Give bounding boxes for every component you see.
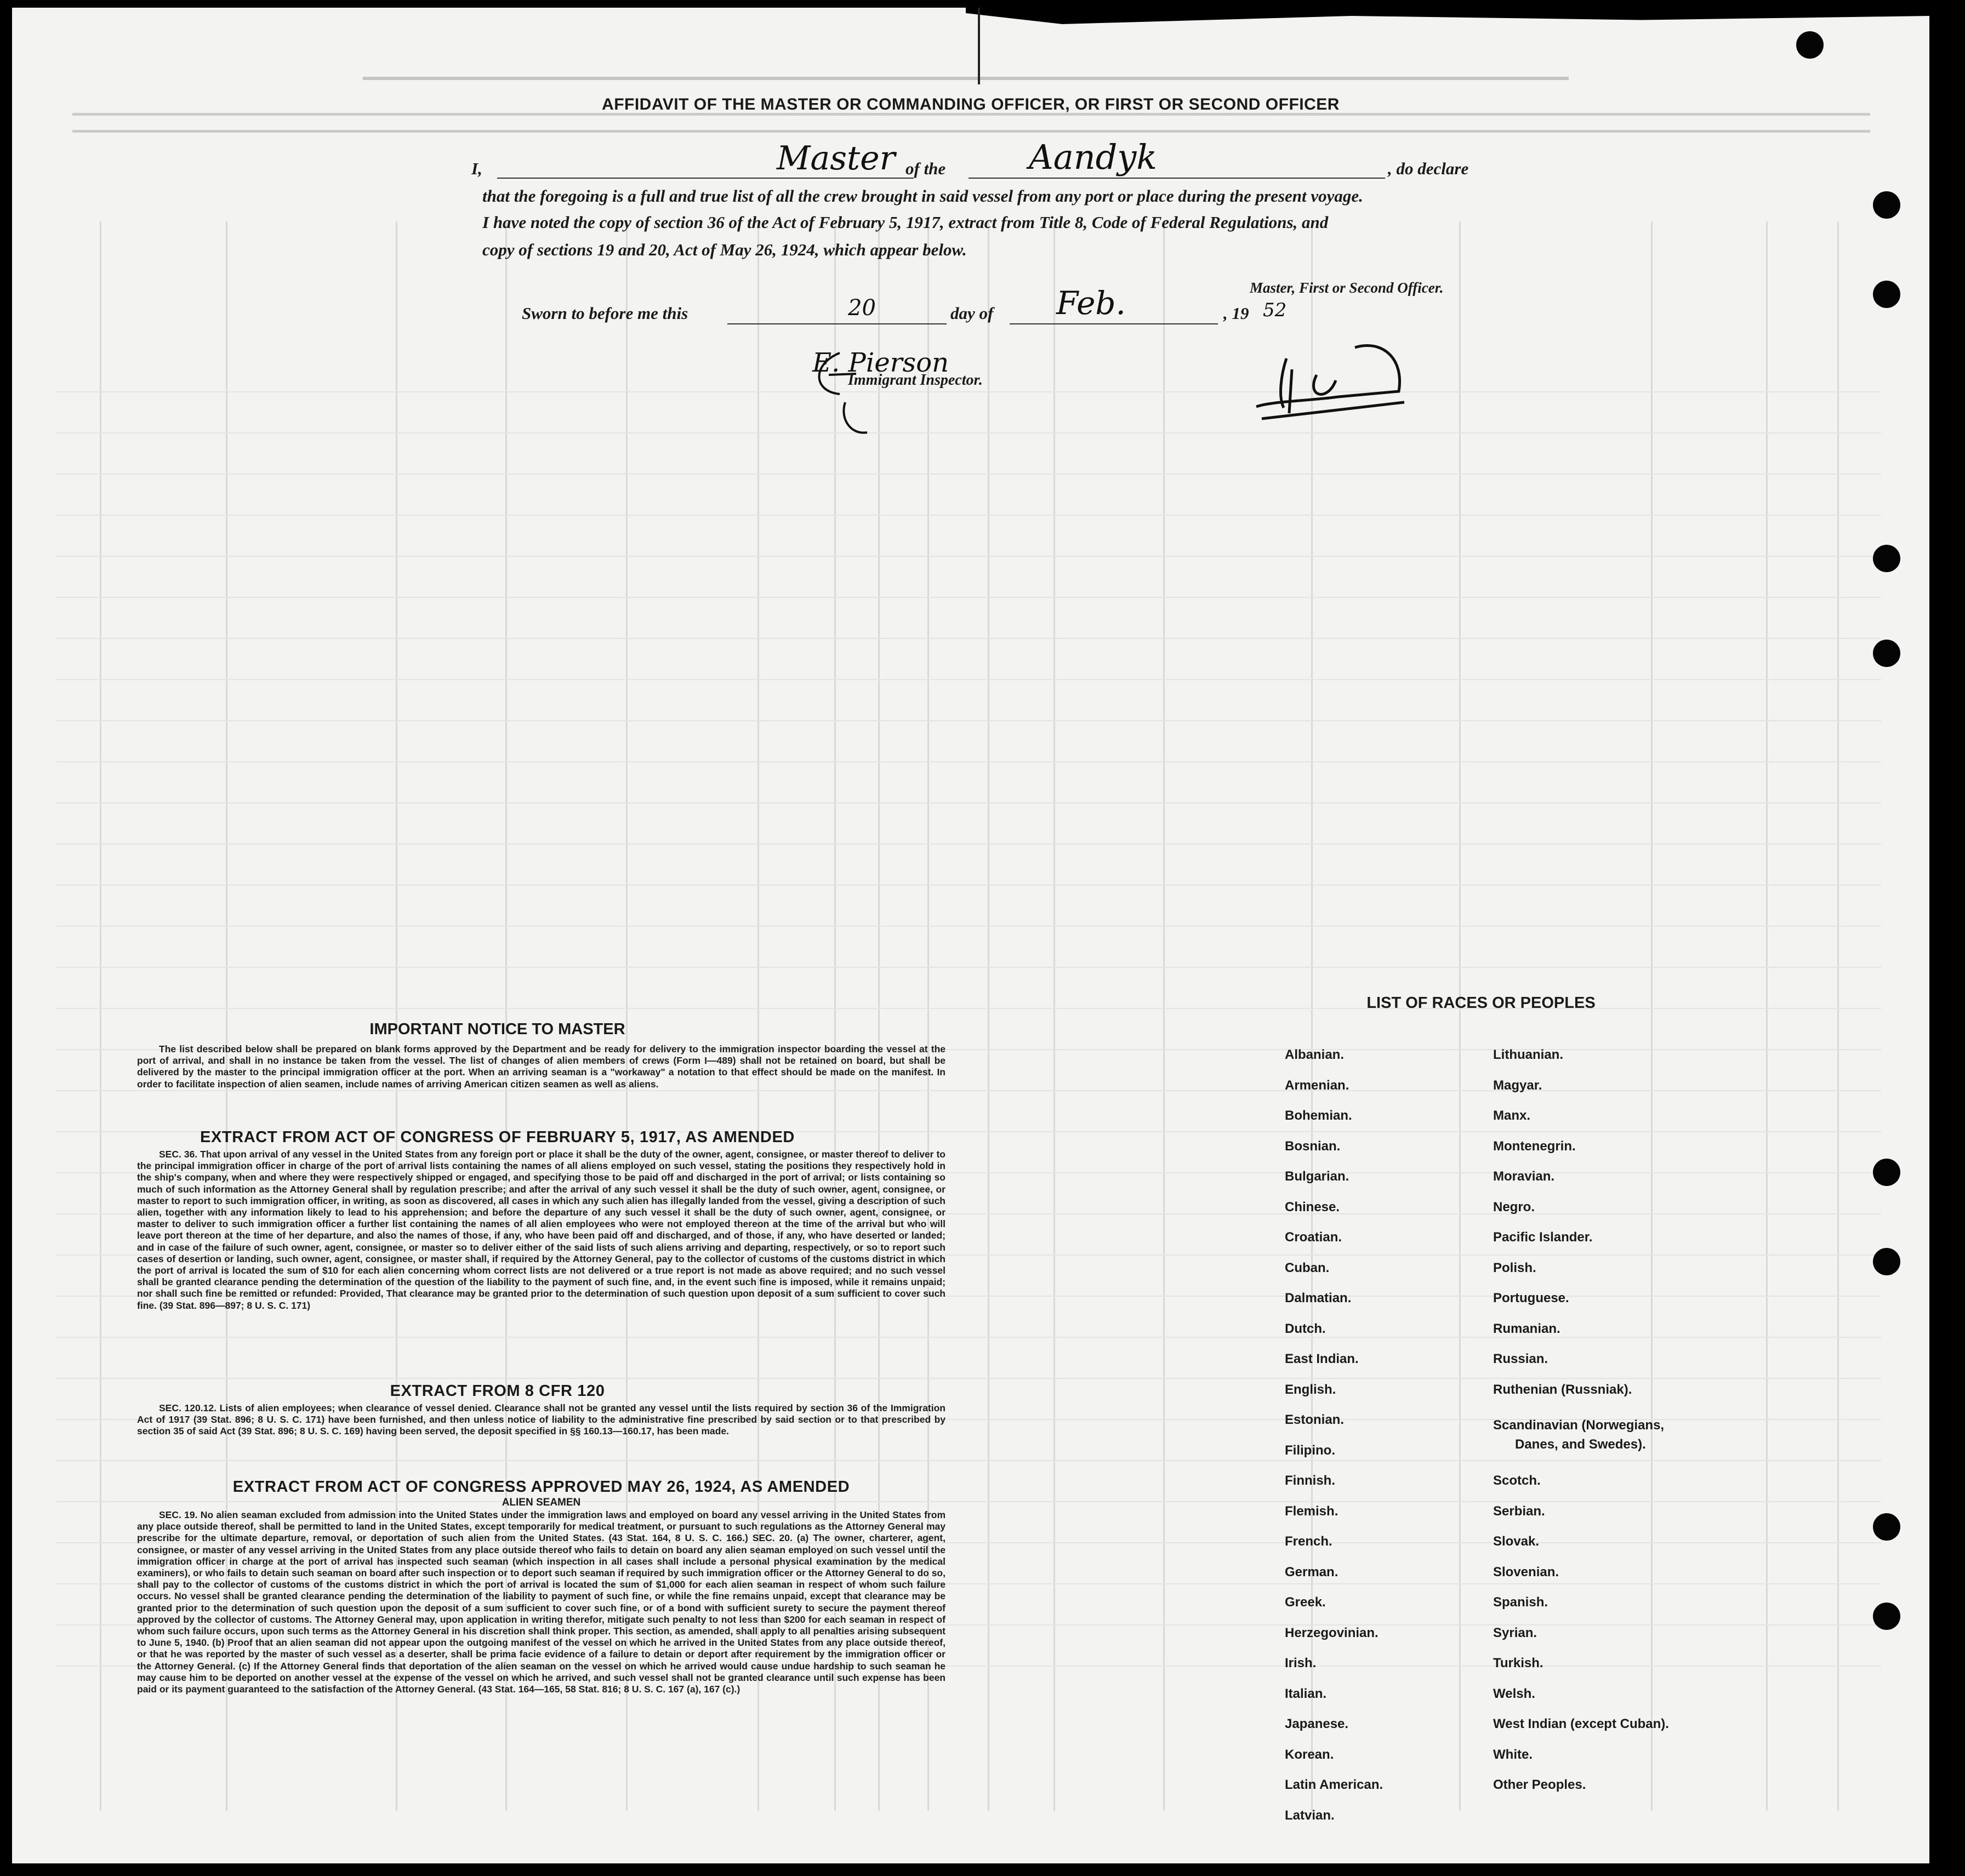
race-item: Estonian. [1285,1412,1345,1427]
name-underline [497,178,914,179]
extract-1924-text: SEC. 19. No alien seaman excluded from admission into the United States under the immigration laws and employed on board any vessel arriving in the United States from any place outside thereof, shall be permitted to land in the United States, except temporarily for medical treatment, or pursuant to such regulations as the Attorney General may prescribe for the ultimate departure, removal, or deportation of such alien from the United States. (43 Stat. 164, 8 U. S. C. 166.) SEC. 20. (a) The owner, charterer, agent, consignee, or master of any vessel arriving in the United States from any place outside thereof who fails to detain on board any alien seaman employed on such vessel until the immigration officer in charge at the port of arrival has inspected such seaman (which inspection in all cases shall include a personal physical examination by the medical examiners), or who fails to detain such seaman on board after such inspection or to deport such seaman if required by such immigration officer or the Attorney General to do so, shall pay to the collector of customs of the customs district in which the port of arrival is located the sum of $1,000 for each alien seaman in respect of whom such failure occurs. No vessel shall be granted clearance pending the determination of the liability to payment of such fine, or while the fine remains unpaid, except that clearance may be granted prior to the determination of such question upon the deposit of a sum sufficient to cover such fine, or of a bond with sufficient surety to secure the payment thereof approved by the collector of customs. The Attorney General may, upon application in writing therefor, mitigate such penalty to not less than $200 for each seaman in respect of whom such failure occurs, upon such terms as the Attorney General in his discretion shall think proper. This section, as amended, shall apply to all penalties arising subsequent to June 5, 1940. (b) Proof that an alien seaman did not appear upon the outgoing manifest of the vessel on which he arrived in the United States from any place outside thereof, or that he was reported by the master of such vessel as a deserter, shall be prima facie evidence of a failure to detain or deport after requirement by the immigration officer or the Attorney General. (c) If the Attorney General finds that deportation of the alien seaman on the vessel on which he arrived would cause undue hardship to such seaman he may cause him to be deported on another vessel at the expense of the vessel on which he arrived, and such vessel shall not be granted clearance until such expense has been paid or its payment guaranteed to the satisfaction of the Attorney General. (43 Stat. 164—165, 58 Stat. 816; 8 U. S. C. 167 (a), 167 (c).) [137,1509,946,1695]
punch-hole [1873,1603,1900,1630]
bleed-through-subheader [72,113,1870,133]
inspector-signature-flourish [807,342,916,441]
race-item: Bulgarian. [1285,1169,1349,1184]
race-item: West Indian (except Cuban). [1493,1717,1669,1731]
bleed-row-line [56,638,1881,639]
race-item: Japanese. [1285,1717,1349,1731]
punch-hole [1873,1513,1900,1541]
bleed-row-line [56,720,1881,721]
race-item: German. [1285,1565,1339,1580]
punch-hole [1873,1248,1900,1275]
punch-hole [1873,1159,1900,1186]
bleed-grid-line [1163,221,1165,1811]
race-item: Latvian. [1285,1808,1335,1823]
year-handwritten: 52 [1263,299,1287,321]
month-handwritten: Feb. [1056,284,1126,322]
bleed-row-line [56,761,1881,762]
inspector-caption: Immigrant Inspector. [848,372,983,389]
affidavit-word-i: I, [471,159,482,178]
bleed-row-line [56,1378,1881,1379]
day-of-text: day of [950,304,994,323]
affidavit-line-4: copy of sections 19 and 20, Act of May 26, 1924, which appear below. [482,240,967,259]
bleed-row-line [56,1337,1881,1338]
race-item: Finnish. [1285,1473,1335,1488]
master-signature [1240,337,1448,430]
race-item: Albanian. [1285,1047,1345,1062]
notice-text: The list described below shall be prepared on blank forms approved by the Department and be ready for delivery to the immigration inspector boarding the vessel at the port of arrival, and shall in no instance be taken from the vessel. The list of changes of alien members of crews (Form I—489) shall not be retained on board, but shall be delivered by the master to the principal immigration officer at the port. When an arriving seaman is a "workaway" a notation to that effect should be made on the manifest. In order to facilitate inspection of alien seamen, include names of arriving American citizen seamen as well as aliens. [137,1044,946,1090]
bleed-row-line [56,1090,1881,1091]
race-item: Slovenian. [1493,1565,1559,1580]
race-item: Latin American. [1285,1777,1383,1792]
race-item: Pacific Islander. [1493,1230,1593,1245]
race-item: Polish. [1493,1261,1536,1275]
bleed-grid-line [988,221,989,1811]
race-item: Cuban. [1285,1261,1330,1275]
bleed-row-line [56,967,1881,968]
race-item: Bosnian. [1285,1139,1341,1154]
bleed-grid-line [1651,221,1653,1811]
bleed-grid-line [100,221,101,1811]
bleed-row-line [56,679,1881,680]
bleed-row-line [56,515,1881,516]
punch-hole [1873,640,1900,667]
race-item: Flemish. [1285,1504,1339,1519]
race-item: White. [1493,1747,1533,1762]
bleed-row-line [56,885,1881,886]
race-item: Manx. [1493,1108,1531,1123]
race-item: Rumanian. [1493,1321,1560,1336]
month-underline [1010,323,1218,324]
bleed-grid-line [1459,221,1461,1811]
cfr-text: SEC. 120.12. Lists of alien employees; when clearance of vessel denied. Clearance shall not be granted any vessel until the lists required by section 36 of the Immigration Act of 1917 (39 Stat. 896; 8 U. S. C. 171) have been furnished, and then unless notice of liability to the administrative fine prescribed by said section or to that prescribed by section 35 of said Act (39 Stat. 896; 8 U. S. C. 169) having been served, the deposit specified in §§ 160.13—160.17, has been made. [137,1402,946,1437]
bleed-grid-line [1837,221,1839,1811]
race-item: Welsh. [1493,1686,1535,1701]
race-item: Dutch. [1285,1321,1326,1336]
vessel-name-handwritten: Aandyk [1029,137,1157,177]
bleed-through-header [363,69,1569,88]
bleed-row-line [56,597,1881,598]
year-prefix: , 19 [1223,304,1249,323]
race-item: Irish. [1285,1656,1317,1670]
affidavit-do-declare: , do declare [1388,159,1469,178]
race-item: French. [1285,1534,1332,1549]
inspector-signature: E. Pierson [812,347,949,378]
races-title: LIST OF RACES OR PEOPLES [1366,994,1596,1012]
race-item: Syrian. [1493,1626,1537,1640]
race-item: Serbian. [1493,1504,1545,1519]
extract-1917-text: SEC. 36. That upon arrival of any vessel in the United States from any foreign port or place it shall be the duty of the owner, agent, consignee, or master thereof to deliver to the principal immigration officer in charge of the port of arrival lists containing the names of all aliens employed on such vessel, stating the positions they respectively hold in the ship's company, when and where they were respectively shipped or engaged, and specifying those to be paid off and discharged in the port of arrival; or lists containing so much of such information as the Attorney General shall by regulation prescribe; and after the arrival of any such vessel it shall be the duty of such owner, agent, consignee, or master to report to such immigration officer, in writing, as soon as discovered, all cases in which any such alien has illegally landed from the vessel, giving a description of such alien, together with any information likely to lead to his apprehension; and before the departure of any such vessel it shall be the duty of such owner, agent, consignee, or master to deliver to such immigration officer a further list containing the names of all alien employees who were not employed thereon at the time of the arrival but who will leave port thereon at the time of her departure, and also the names of those, if any, who have been paid off and discharged, and of those, if any, who have deserted or landed; and in case of the failure of such owner, agent, consignee, or master so to deliver either of the said lists of such aliens arriving and departing, respectively, or so to report such cases of desertion or landing, such owner, agent, consignee, or master shall, if required by the Attorney General, pay to the collector of customs of the customs district in which the port of arrival is located the sum of $10 for each alien concerning whom correct lists are not delivered or a true report is not made as above required; and no such vessel shall be granted clearance pending the determination of the question of the liability to the payment of such fine, and, in the event such fine is imposed, while it remains unpaid; nor shall such fine be remitted or refunded: Provided, That clearance may be granted prior to the determination of such question upon deposit of a sum sufficient to cover such fine. (39 Stat. 896—897; 8 U. S. C. 171) [137,1149,946,1311]
bleed-row-line [56,391,1881,392]
race-item: Slovak. [1493,1534,1540,1549]
bleed-row-line [56,556,1881,557]
race-item: Magyar. [1493,1078,1542,1093]
race-item: Portuguese. [1493,1291,1569,1305]
bleed-grid-line [1053,221,1055,1811]
race-item: East Indian. [1285,1352,1359,1366]
race-item: Moravian. [1493,1169,1555,1184]
bleed-row-line [56,843,1881,845]
race-item: Danes, and Swedes). [1515,1437,1646,1452]
affidavit-heading: AFFIDAVIT OF THE MASTER OR COMMANDING OFFICER, OR FIRST OR SECOND OFFICER [602,95,1340,113]
fold-line [978,8,980,84]
race-item: Bohemian. [1285,1108,1352,1123]
race-item: Scotch. [1493,1473,1541,1488]
extract-1924-subtitle: ALIEN SEAMEN [502,1497,581,1508]
bleed-row-line [56,432,1881,434]
race-item: Herzegovinian. [1285,1626,1379,1640]
affidavit-line-2: that the foregoing is a full and true list of all the crew brought in said vessel from any port or place during the present voyage. [482,186,1363,206]
cfr-title: EXTRACT FROM 8 CFR 120 [390,1382,605,1400]
punch-hole [1796,31,1824,59]
master-caption: Master, First or Second Officer. [1250,280,1444,296]
day-handwritten: 20 [848,295,876,321]
torn-edge [966,8,1929,35]
bleed-row-line [56,1460,1881,1461]
race-item: Ruthenian (Russniak). [1493,1382,1632,1397]
punch-hole [1873,281,1900,308]
bleed-row-line [56,802,1881,803]
master-name-handwritten: Master [777,139,896,178]
bleed-row-line [56,926,1881,927]
punch-hole [1873,545,1900,572]
extract-1924-title: EXTRACT FROM ACT OF CONGRESS APPROVED MAY 26, 1924, AS AMENDED [232,1478,850,1496]
race-item: Russian. [1493,1352,1548,1366]
sworn-text: Sworn to before me this [522,304,688,323]
race-item: Filipino. [1285,1443,1335,1458]
race-item: Dalmatian. [1285,1291,1352,1305]
affidavit-line-3: I have noted the copy of section 36 of the Act of February 5, 1917, extract from Title 8, Code of Federal Regulations, and [482,213,1329,232]
manifest-sheet [12,8,1929,1863]
race-item: Italian. [1285,1686,1327,1701]
punch-hole [1873,191,1900,219]
race-item: Greek. [1285,1595,1326,1610]
bleed-grid-line [1766,221,1768,1811]
vessel-underline [969,178,1385,179]
race-item: Montenegrin. [1493,1139,1576,1154]
extract-1917-title: EXTRACT FROM ACT OF CONGRESS OF FEBRUARY 5, 1917, AS AMENDED [200,1128,795,1146]
race-item: Scandinavian (Norwegians, [1493,1418,1665,1433]
race-item: Lithuanian. [1493,1047,1563,1062]
race-item: Korean. [1285,1747,1334,1762]
race-item: Turkish. [1493,1656,1543,1670]
affidavit-word-of-the: of the [905,159,946,178]
race-item: Chinese. [1285,1200,1340,1214]
race-item: Armenian. [1285,1078,1349,1093]
race-item: English. [1285,1382,1336,1397]
race-item: Other Peoples. [1493,1777,1586,1792]
race-item: Negro. [1493,1200,1535,1214]
notice-title: IMPORTANT NOTICE TO MASTER [369,1020,625,1038]
race-item: Croatian. [1285,1230,1342,1245]
bleed-row-line [56,474,1881,475]
day-underline [727,323,947,324]
race-item: Spanish. [1493,1595,1548,1610]
